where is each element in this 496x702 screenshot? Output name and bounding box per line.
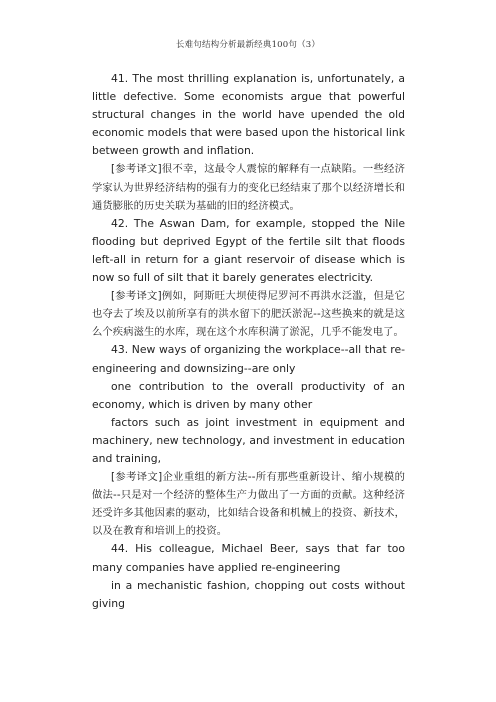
sentence-43-english-part-1: 43. New ways of organizing the workplace--all that re-engineering and downsizing--are only	[92, 343, 405, 375]
sentence-41-english: 41. The most thrilling explanation is, unfortunately, a little defective. Some economists argue that powerful structural changes in the world have upended the old economic models that were based upon the historical link between growth and inflation.	[92, 72, 405, 158]
document-body	[92, 70, 405, 613]
sentence-43-english-part-2: one contribution to the overall productivity of an economy, which is driven by many other	[92, 379, 405, 411]
sentence-43-translation: [参考译文]企业重组的新方法--所有那些重新设计、缩小规模的做法--只是对一个经济的整体生产力做出了一方面的贡献。这种经济还受许多其他因素的驱动，比如结合设备和机械上的投资、新技术，以及在教育和培训上的投资。	[92, 471, 405, 538]
sentence-44-english-part-1: 44. His colleague, Michael Beer, says that far too many companies have applied re-engineering	[92, 542, 405, 574]
sentence-42-english: 42. The Aswan Dam, for example, stopped the Nile flooding but deprived Egypt of the fertile silt that floods left-all in return for a giant reservoir of disease which is now so full of silt that it barely generates electricity.	[92, 216, 405, 285]
sentence-41-translation: [参考译文]很不幸，这最令人震惊的解释有一点缺陷。一些经济学家认为世界经济结构的强有力的变化已经结束了那个以经济增长和通货膨胀的历史关联为基础的旧的经济模式。	[92, 163, 405, 212]
sentence-43-english-part-3: factors such as joint investment in equipment and machinery, new technology, and investment in education and training,	[92, 415, 405, 465]
sentence-44-english-part-2: in a mechanistic fashion, chopping out costs without giving	[92, 578, 405, 610]
sentence-42-translation: [参考译文]例如，阿斯旺大坝使得尼罗河不再洪水泛滥，但是它也夺去了埃及以前所享有的洪水留下的肥沃淤泥--这些换来的就是这么个疾病滋生的水库，现在这个水库积满了淤泥，几乎不能发电了。	[92, 290, 405, 339]
page-header-title: 长难句结构分析最新经典100句（3）	[175, 40, 321, 50]
